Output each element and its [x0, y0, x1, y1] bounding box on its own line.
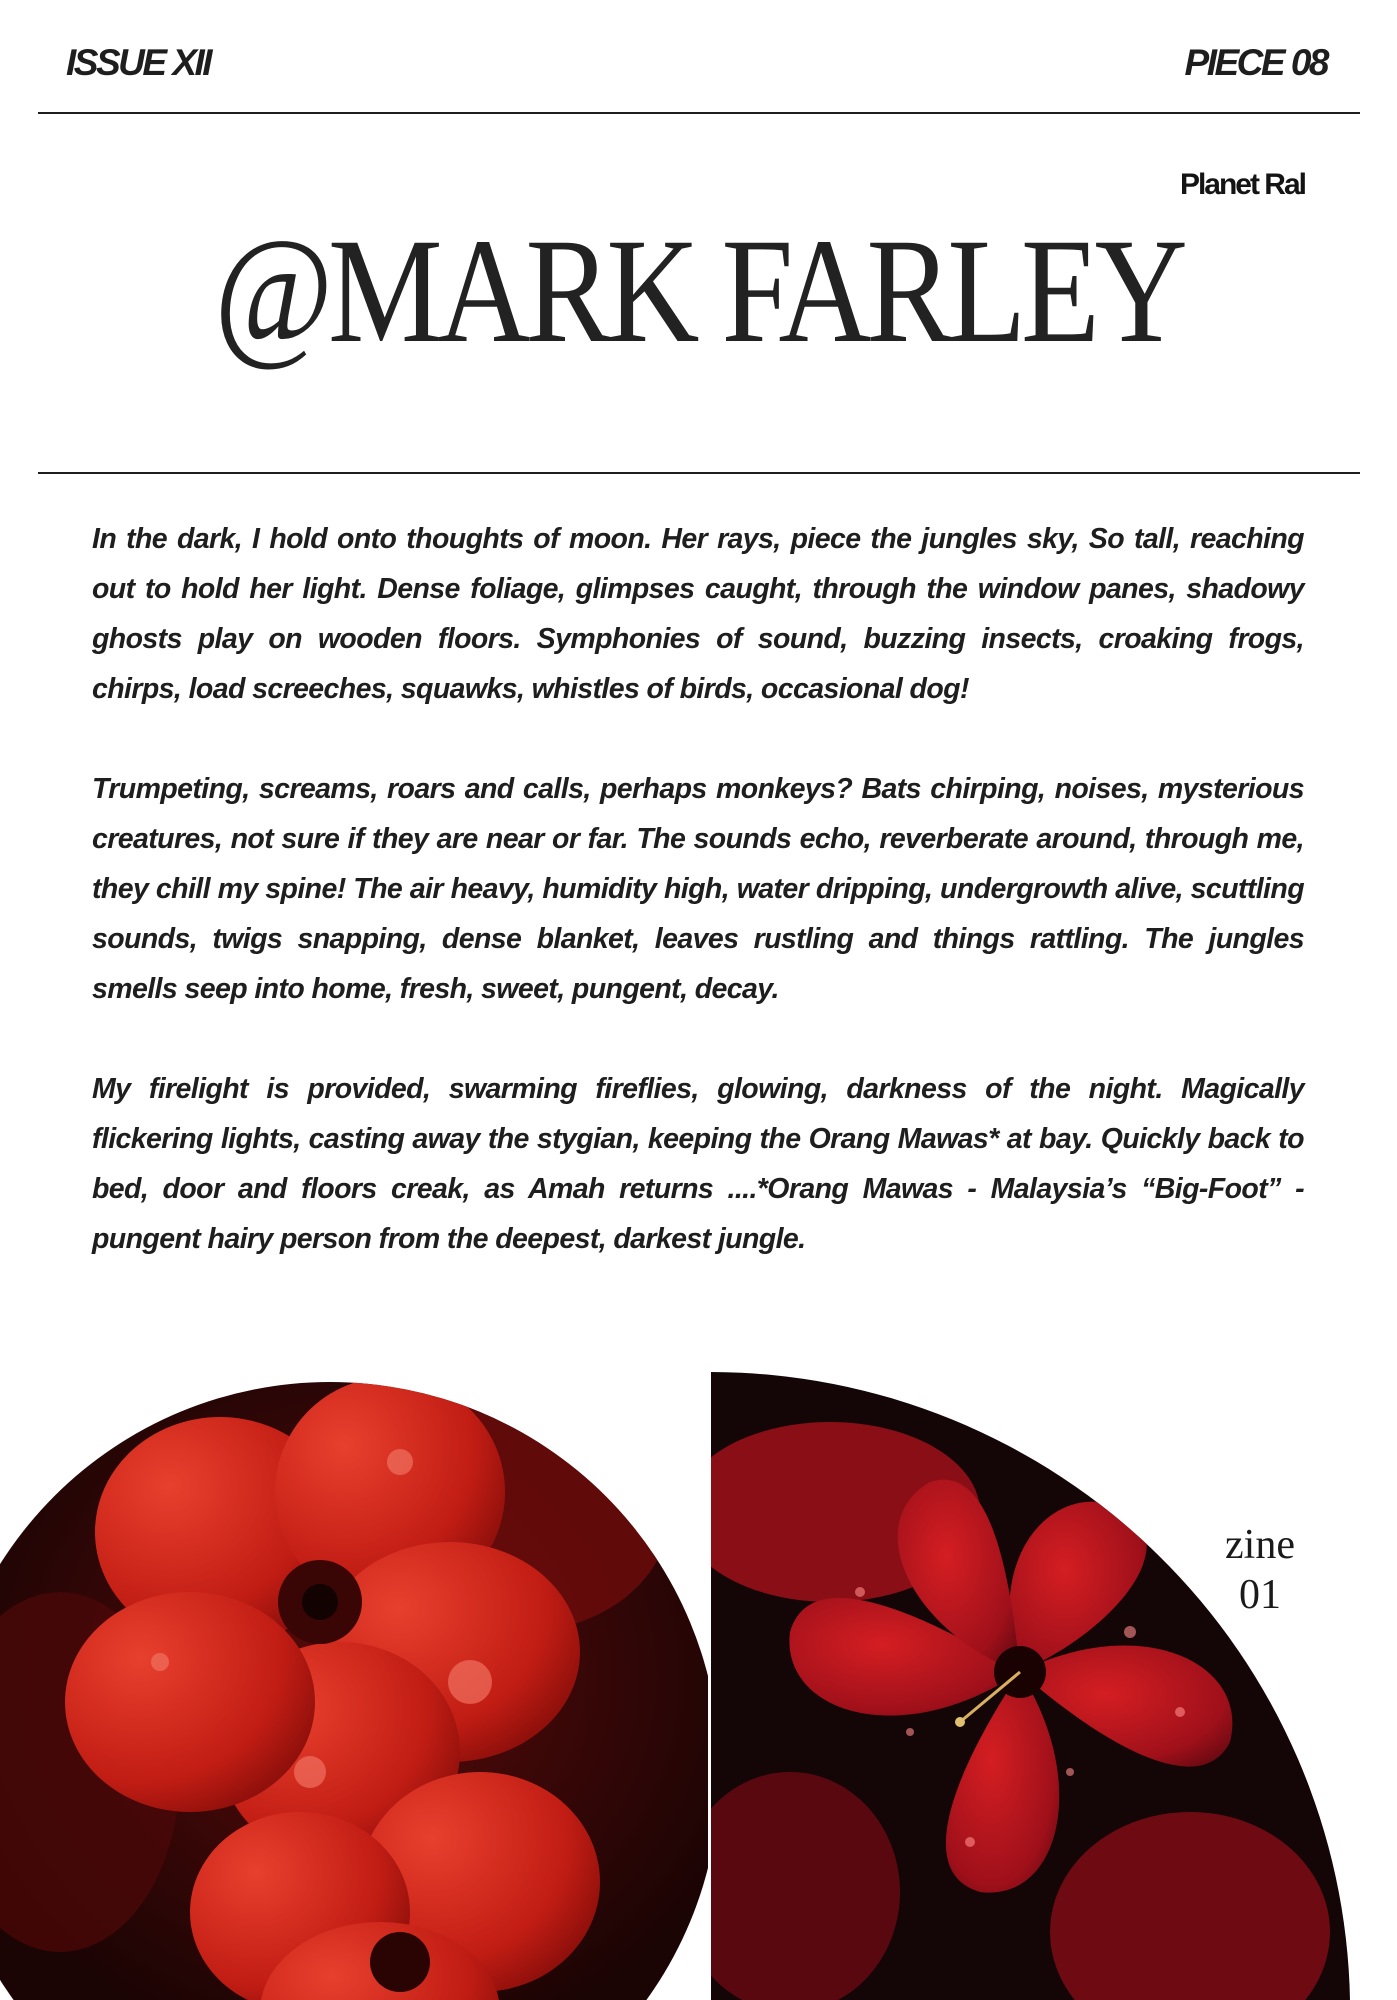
author-title: @MARK FARLEY: [214, 208, 1183, 374]
poem-body: [92, 514, 1304, 1314]
red-hibiscus-photo: [710, 1372, 1350, 2000]
photo-divider: [708, 1372, 711, 2000]
red-flower-photo: [0, 1352, 710, 2000]
paragraph: Trumpeting, screams, roars and calls, perhaps monkeys? Bats chirping, noises, mysterious creatures, not sure if they are near or far. The sounds echo, reverberate around, through me, they chill my spine! The air heavy, humidity high, water dripping, undergrowth alive, scuttling sounds, twigs snapping, dense blanket, leaves rustling and things rattling. The jungles smells seep into home, fresh, sweet, pungent, decay.: [92, 773, 1304, 1005]
issue-number: ISSUE XII: [66, 42, 211, 83]
zine-label: [1205, 1520, 1315, 1620]
zine-number: 01: [1239, 1572, 1281, 1618]
paragraph: My firelight is provided, swarming fireflies, glowing, darkness of the night. Magically flickering lights, casting away the stygian, keeping the Orang Mawas* at bay. Quickly back to bed, door and floors creak, as Amah returns ....*Orang Mawas - Malaysia’s “Big-Foot” - pungent hairy person from the deepest, darkest jungle.: [92, 1073, 1304, 1255]
publisher-name: Planet Ral: [1179, 168, 1305, 201]
zine-word: zine: [1225, 1522, 1295, 1568]
section-divider: [38, 472, 1360, 474]
paragraph: In the dark, I hold onto thoughts of moon. Her rays, piece the jungles sky, So tall, reaching out to hold her light. Dense foliage, glimpses caught, through the window panes, shadowy ghosts play on wooden floors. Symphonies of sound, buzzing insects, croaking frogs, chirps, load screeches, squawks, whistles of birds, occasional dog!: [92, 523, 1304, 705]
piece-number: PIECE 08: [1184, 42, 1327, 83]
top-divider: [38, 112, 1360, 114]
